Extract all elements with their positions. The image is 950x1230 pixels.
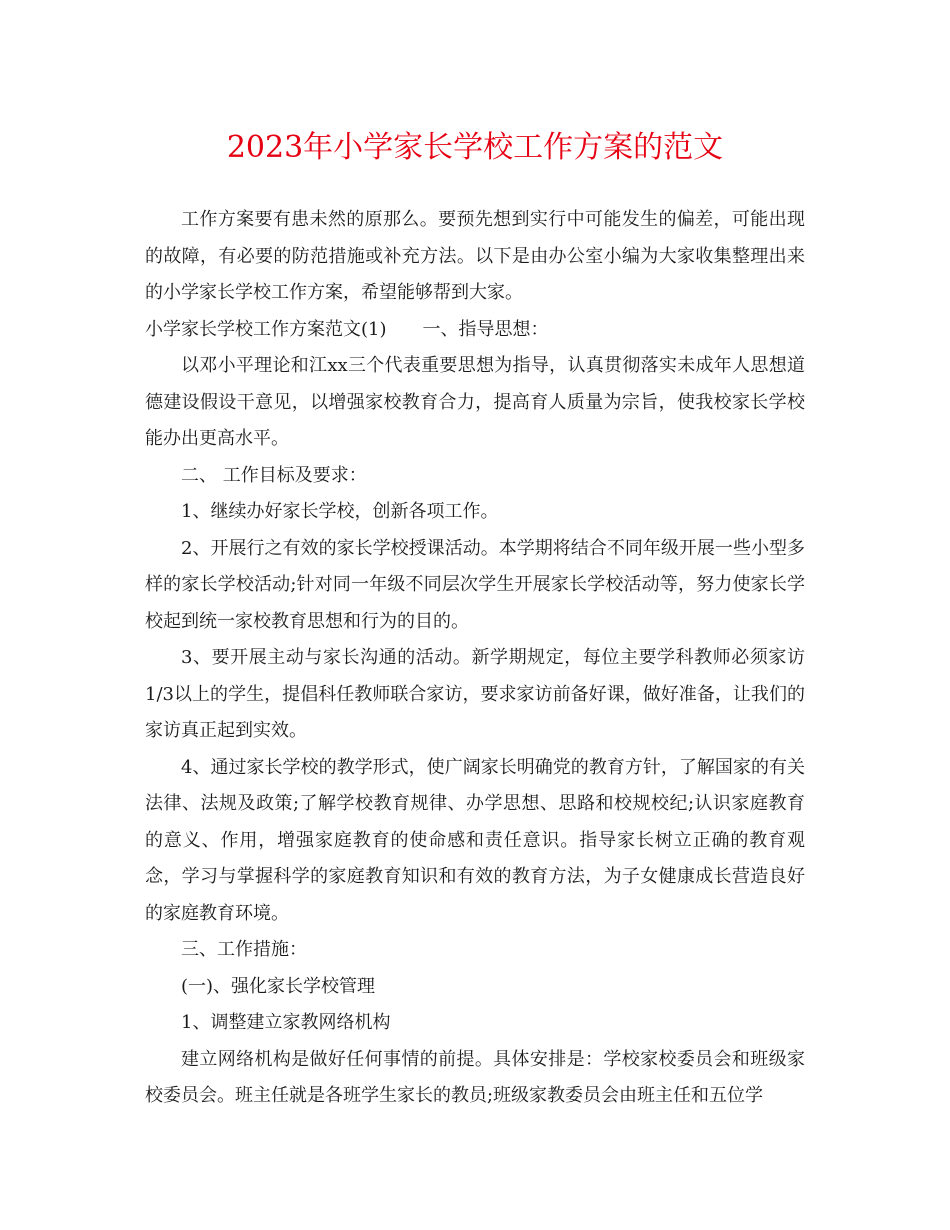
goals-heading: 二、 工作目标及要求： <box>181 464 367 486</box>
document-body <box>145 202 805 1115</box>
network-paragraph: 建立网络机构是做好任何事情的前提。具体安排是：学校家校委员会和班级家校委员会。班主任就是各班学生家长的教员;班级家教委员会由班主任和五位学 <box>145 1048 805 1106</box>
measures-subheading: (一)、强化家长学校管理 <box>181 975 376 997</box>
goal-item-2: 2、开展行之有效的家长学校授课活动。本学期将结合不同年级开展一些小型多样的家长学校活动;针对同一年级不同层次学生开展家长学校活动等，努力使家长学校起到统一家校教育思想和行为的目的。 <box>145 537 805 632</box>
guiding-ideology-paragraph: 以邓小平理论和江xx三个代表重要思想为指导，认真贯彻落实未成年人思想道德建设假设干意见，以增强家校教育合力，提高育人质量为宗旨，使我校家长学校能办出更高水平。 <box>145 355 805 449</box>
goal-item-1: 1、继续办好家长学校，创新各项工作。 <box>181 501 499 522</box>
section-subheading: 一、指导思想： <box>422 318 549 340</box>
goal-item-3: 3、要开展主动与家长沟通的活动。新学期规定，每位主要学科教师必须家访1/3以上的学生，提倡科任教师联合家访，要求家访前备好课，做好准备，让我们的家访真正起到实效。 <box>145 647 805 741</box>
measures-heading: 三、工作措施： <box>181 939 307 960</box>
section-heading-line <box>145 312 805 349</box>
measure-item-1: 1、调整建立家教网络机构 <box>181 1012 391 1033</box>
document-title: 2023年小学家长学校工作方案的范文 <box>226 130 724 165</box>
intro-paragraph: 工作方案要有患未然的原那么。要预先想到实行中可能发生的偏差，可能出现的故障，有必要的防范措施或补充方法。以下是由办公室小编为大家收集整理出来的小学家长学校工作方案，希望能够帮到大家。 <box>145 209 805 303</box>
section-heading: 小学家长学校工作方案范文(1) <box>145 318 387 340</box>
goal-item-4: 4、通过家长学校的教学形式，使广阔家长明确党的教育方针，了解国家的有关法律、法规及政策;了解学校教育规律、办学思想、思路和校规校纪;认识家庭教育的意义、作用，增强家庭教育的使命感和责任意识。指导家长树立正确的教育观念，学习与掌握科学的家庭教育知识和有效的教育方法，为子女健康成长营造良好的家庭教育环境。 <box>145 756 805 924</box>
